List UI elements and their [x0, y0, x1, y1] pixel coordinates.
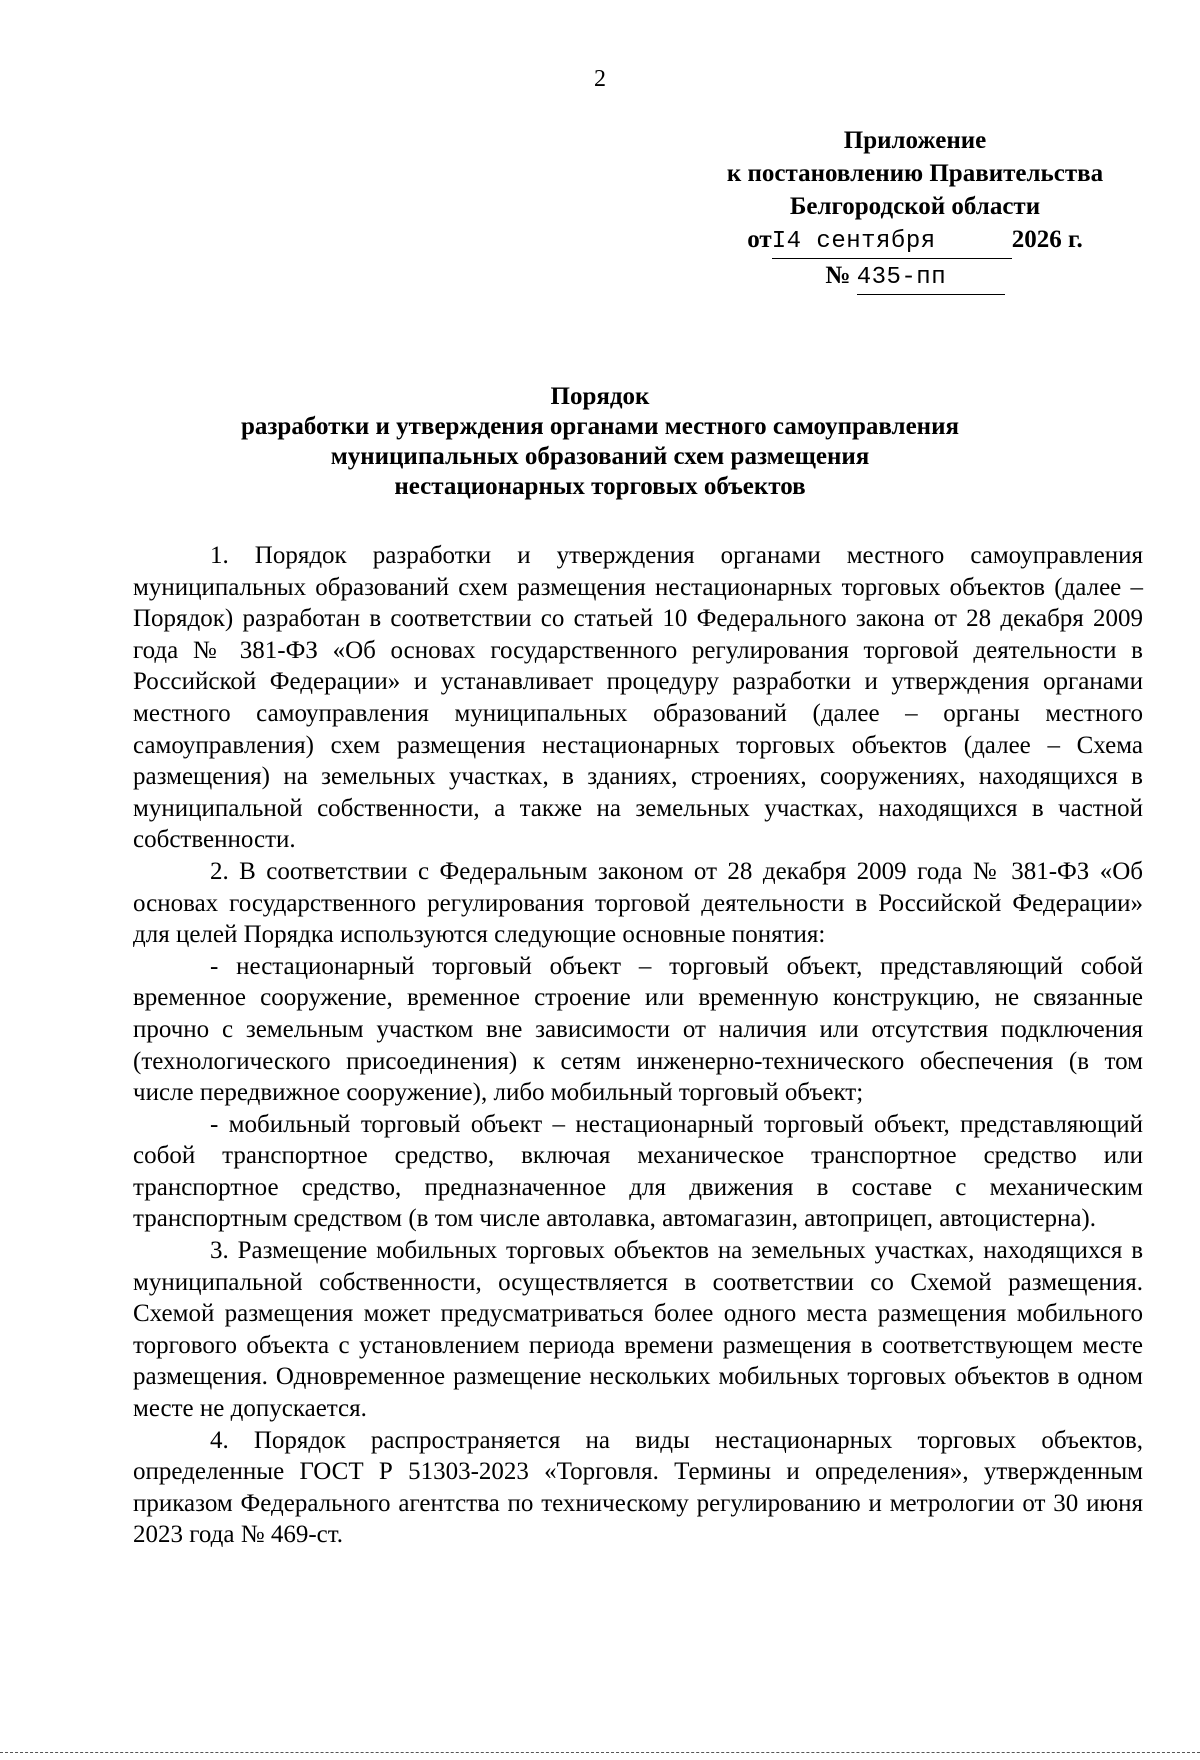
appendix-number-line: [690, 259, 1140, 295]
date-suffix: 2026 г.: [1011, 226, 1083, 253]
appendix-resolution: к постановлению Правительства: [726, 160, 1104, 187]
title-line-1: Порядок: [550, 383, 650, 410]
title-line-2: разработки и утверждения органами местного самоуправления: [240, 413, 960, 440]
date-prefix: от: [747, 226, 772, 253]
page-number: 2: [594, 66, 606, 92]
scan-bottom-edge: [0, 1752, 1200, 1756]
paragraph-1: 1. Порядок разработки и утверждения органами местного самоуправления муниципальных образований схем размещения нестационарных торговых объектов (далее – Порядок) разработан в соответствии со статьей 10 Федерального закона от 28 декабря 2009 года № 381-ФЗ «Об основах государственного регулирования торговой деятельности в Российской Федерации» и устанавливает процедуру разработки и утверждения органами местного самоуправления муниципальных образований (далее – органы местного самоуправления) схем размещения нестационарных торговых объектов (далее – Схема размещения) на земельных участках, в зданиях, строениях, сооружениях, находящихся в муниципальной собственности, а также на земельных участках, находящихся в частной собственности.: [133, 542, 1143, 854]
definition-mobile: - мобильный торговый объект – нестационарный торговый объект, представляющий собой транспортное средство, включая механическое транспортное средство или транспортное средство, предназначенное для движения в составе с механическим транспортным средством (в том числе автолавка, автомагазин, автоприцеп, автоцистерна).: [133, 1110, 1143, 1233]
number-field: [857, 259, 1005, 295]
appendix-title: Приложение: [843, 127, 987, 154]
date-field: [772, 223, 1012, 259]
title-line-3: муниципальных образований схем размещения: [330, 443, 870, 470]
definition-nonstationary: - нестационарный торговый объект – торговый объект, представляющий собой временное сооружение, временное строение или временную конструкцию, не связанные прочно с земельным участком вне зависимости от наличия или отсутствия подключения (технологического присоединения) к сетям инженерно-технического обеспечения (в том числе передвижное сооружение), либо мобильный торговый объект;: [133, 952, 1143, 1107]
paragraph-2: 2. В соответствии с Федеральным законом от 28 декабря 2009 года № 381-ФЗ «Об основах государственного регулирования торговой деятельности в Российской Федерации» для целей Порядка используются следующие основные понятия:: [133, 857, 1143, 949]
title-line-4: нестационарных торговых объектов: [394, 473, 806, 500]
paragraph-4: 4. Порядок распространяется на виды нестационарных торговых объектов, определенные ГОСТ Р 51303-2023 «Торговля. Термины и определения», утвержденным приказом Федерального агентства по техническому регулированию и метрологии от 30 июня 2023 года № 469-ст.: [133, 1426, 1143, 1549]
document-body: [133, 540, 1143, 1551]
document-title: [0, 382, 1200, 502]
appendix-region: Белгородской области: [789, 193, 1041, 220]
appendix-date-line: [690, 223, 1140, 259]
number-value: 435-пп: [856, 264, 947, 291]
date-value: I4 сентября: [771, 228, 936, 255]
appendix-header: [690, 124, 1140, 295]
number-prefix: №: [825, 262, 851, 289]
paragraph-3: 3. Размещение мобильных торговых объектов на земельных участках, находящихся в муниципальной собственности, осуществляется в соответствии со Схемой размещения. Схемой размещения может предусматриваться более одного места размещения мобильного торгового объекта с установлением периода времени размещения в соответствующем месте размещения. Одновременное размещение нескольких мобильных торговых объектов в одном месте не допускается.: [133, 1237, 1143, 1423]
